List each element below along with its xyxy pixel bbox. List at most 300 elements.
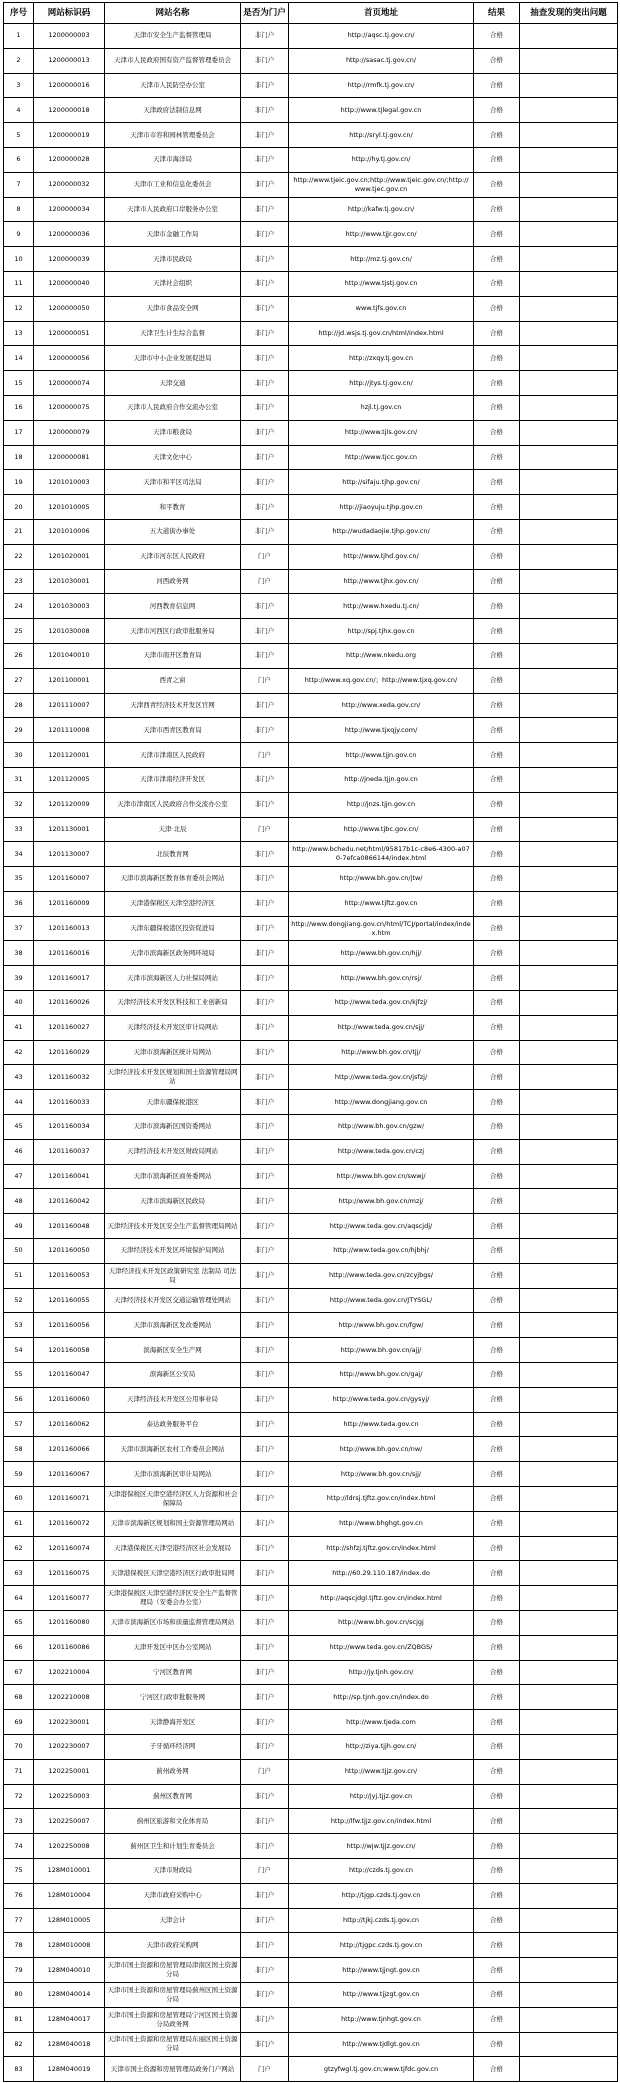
cell-issues-found: [520, 569, 618, 594]
cell-site-id: 128M040014: [34, 1982, 105, 2007]
table-row: [4, 1437, 618, 1462]
cell-site-id: 1200000003: [34, 24, 105, 49]
cell-site-name: 天津港保税区天津空港经济区人力资源和社会保障局: [105, 1487, 241, 1512]
table-row: [4, 1734, 618, 1759]
table-row: [4, 1784, 618, 1809]
cell-index: 63: [4, 1561, 34, 1586]
table-row: [4, 1611, 618, 1636]
cell-site-id: 1202250008: [34, 1834, 105, 1859]
cell-site-id: 1201160086: [34, 1635, 105, 1660]
cell-is-portal: 非门户: [241, 420, 289, 445]
cell-result: 合格: [474, 1536, 520, 1561]
table-row: [4, 544, 618, 569]
cell-site-name: 天津市南开区教育局: [105, 643, 241, 668]
cell-issues-found: [520, 1982, 618, 2007]
cell-result: 合格: [474, 569, 520, 594]
table-row: [4, 767, 618, 792]
cell-result: 合格: [474, 1363, 520, 1388]
cell-issues-found: [520, 445, 618, 470]
cell-site-id: 1201120005: [34, 767, 105, 792]
table-row: [4, 1982, 618, 2007]
cell-site-id: 1201160050: [34, 1239, 105, 1264]
cell-index: 22: [4, 544, 34, 569]
table-row: [4, 395, 618, 420]
cell-site-id: 1200000079: [34, 420, 105, 445]
cell-site-id: 1201130007: [34, 842, 105, 867]
cell-homepage-url: http://aqscjdgl.tjftz.gov.cn/index.html: [289, 1586, 474, 1611]
cell-issues-found: [520, 1685, 618, 1710]
cell-homepage-url: http://rmfk.tj.gov.cn/: [289, 73, 474, 98]
cell-site-id: 1200000081: [34, 445, 105, 470]
cell-index: 43: [4, 1065, 34, 1090]
cell-result: 合格: [474, 792, 520, 817]
cell-result: 合格: [474, 668, 520, 693]
cell-site-name: 天津市人民政府国有资产监督管理委员会: [105, 48, 241, 73]
cell-site-id: 1201010003: [34, 470, 105, 495]
table-row: [4, 1958, 618, 1983]
cell-is-portal: 门户: [241, 1858, 289, 1883]
table-row: [4, 1561, 618, 1586]
cell-site-name: 天津市海洋局: [105, 147, 241, 172]
cell-issues-found: [520, 619, 618, 644]
cell-homepage-url: http://www.dongjiang.gov.cn/html/TCJ/portal/index/index.htm: [289, 916, 474, 941]
cell-site-id: 1201120009: [34, 792, 105, 817]
cell-is-portal: 非门户: [241, 247, 289, 272]
cell-index: 82: [4, 2032, 34, 2057]
cell-homepage-url: http://www.bh.gov.cn/scjgj: [289, 1611, 474, 1636]
cell-issues-found: [520, 2057, 618, 2082]
cell-is-portal: 非门户: [241, 1586, 289, 1611]
cell-homepage-url: http://tjgpc.czds.tj.gov.cn: [289, 1933, 474, 1958]
table-row: [4, 1710, 618, 1735]
cell-issues-found: [520, 1065, 618, 1090]
cell-result: 合格: [474, 1809, 520, 1834]
cell-result: 合格: [474, 1586, 520, 1611]
table-row: [4, 420, 618, 445]
cell-issues-found: [520, 197, 618, 222]
cell-site-id: 1201110007: [34, 693, 105, 718]
cell-site-name: 天津市政府采购中心: [105, 1883, 241, 1908]
cell-result: 合格: [474, 395, 520, 420]
table-row: [4, 1858, 618, 1883]
cell-site-name: 天津市工业和信息化委员会: [105, 172, 241, 197]
cell-site-id: 128M010008: [34, 1933, 105, 1958]
cell-index: 57: [4, 1412, 34, 1437]
cell-index: 11: [4, 271, 34, 296]
cell-index: 60: [4, 1487, 34, 1512]
cell-issues-found: [520, 1115, 618, 1140]
table-row: [4, 48, 618, 73]
cell-index: 15: [4, 371, 34, 396]
cell-homepage-url: http://www.bh.gov.cn/ajj/: [289, 1338, 474, 1363]
header-homepage-url: 首页地址: [289, 3, 474, 24]
cell-site-name: 滨海新区安全生产网: [105, 1338, 241, 1363]
cell-index: 70: [4, 1734, 34, 1759]
cell-index: 59: [4, 1462, 34, 1487]
table-row: [4, 1040, 618, 1065]
cell-homepage-url: http://www.bh.gov.cn/sjj/: [289, 1462, 474, 1487]
cell-is-portal: 非门户: [241, 1065, 289, 1090]
table-header: [4, 3, 618, 24]
cell-homepage-url: http://www.tjbc.gov.cn/: [289, 817, 474, 842]
cell-homepage-url: http://www.tjjn.gov.cn: [289, 743, 474, 768]
cell-site-id: 1201120001: [34, 743, 105, 768]
cell-result: 合格: [474, 1734, 520, 1759]
cell-homepage-url: http://jyj.tjjz.gov.cn: [289, 1784, 474, 1809]
cell-index: 66: [4, 1635, 34, 1660]
cell-homepage-url: http://www.tjhd.gov.cn/: [289, 544, 474, 569]
cell-site-id: 1201130001: [34, 817, 105, 842]
cell-homepage-url: http://sasac.tj.gov.cn/: [289, 48, 474, 73]
table-row: [4, 222, 618, 247]
cell-index: 1: [4, 24, 34, 49]
cell-index: 7: [4, 172, 34, 197]
cell-site-id: 128M010004: [34, 1883, 105, 1908]
cell-result: 合格: [474, 1487, 520, 1512]
cell-site-id: 1200000032: [34, 172, 105, 197]
cell-is-portal: 非门户: [241, 1611, 289, 1636]
cell-site-id: 1201160027: [34, 1015, 105, 1040]
table-row: [4, 2007, 618, 2032]
cell-issues-found: [520, 1288, 618, 1313]
cell-site-id: 1201160026: [34, 991, 105, 1016]
cell-site-name: 蓟州区卫生和计划生育委员会: [105, 1834, 241, 1859]
cell-site-name: 天津市国土资源和房屋管理局津南区国土资源分局: [105, 1958, 241, 1983]
table-row: [4, 1090, 618, 1115]
cell-is-portal: 非门户: [241, 147, 289, 172]
cell-index: 61: [4, 1511, 34, 1536]
cell-site-id: 1200000039: [34, 247, 105, 272]
cell-site-name: 宁河区行政审批服务网: [105, 1685, 241, 1710]
cell-homepage-url: http://www.teda.gov.cn/kjfzj/: [289, 991, 474, 1016]
table-row: [4, 1462, 618, 1487]
cell-is-portal: 非门户: [241, 619, 289, 644]
cell-homepage-url: http://tjgp.czds.tj.gov.cn: [289, 1883, 474, 1908]
table-row: [4, 1239, 618, 1264]
cell-site-id: 1201160041: [34, 1164, 105, 1189]
cell-result: 合格: [474, 1759, 520, 1784]
cell-site-id: 128M040010: [34, 1958, 105, 1983]
cell-index: 45: [4, 1115, 34, 1140]
cell-homepage-url: http://ldrsj.tjftz.gov.cn/index.html: [289, 1487, 474, 1512]
cell-site-name: 宁河区教育网: [105, 1660, 241, 1685]
cell-is-portal: 非门户: [241, 1363, 289, 1388]
cell-index: 17: [4, 420, 34, 445]
cell-homepage-url: http://www.teda.gov.cn/JTYSGL/: [289, 1288, 474, 1313]
cell-homepage-url: http://www.tjhx.gov.cn/: [289, 569, 474, 594]
cell-is-portal: 非门户: [241, 98, 289, 123]
table-row: [4, 172, 618, 197]
cell-index: 53: [4, 1313, 34, 1338]
cell-homepage-url: http://tjkj.czds.tj.gov.cn: [289, 1908, 474, 1933]
cell-site-name: 天津市人民政府合作交流办公室: [105, 395, 241, 420]
cell-site-id: 1201160033: [34, 1090, 105, 1115]
cell-result: 合格: [474, 1660, 520, 1685]
cell-site-id: 1201160060: [34, 1387, 105, 1412]
cell-result: 合格: [474, 2007, 520, 2032]
cell-site-id: 1201160062: [34, 1412, 105, 1437]
cell-site-name: 天津市国土资源和房屋管理局政务门户网站: [105, 2057, 241, 2082]
cell-homepage-url: http://www.teda.gov.cn/czj: [289, 1139, 474, 1164]
cell-issues-found: [520, 98, 618, 123]
cell-result: 合格: [474, 767, 520, 792]
cell-index: 75: [4, 1858, 34, 1883]
cell-site-id: 1200000056: [34, 346, 105, 371]
cell-issues-found: [520, 1313, 618, 1338]
cell-result: 合格: [474, 941, 520, 966]
cell-result: 合格: [474, 48, 520, 73]
cell-issues-found: [520, 420, 618, 445]
cell-site-id: 1201160007: [34, 867, 105, 892]
cell-site-id: 1201160072: [34, 1511, 105, 1536]
cell-site-name: 天津市滨海新区人力社保局网站: [105, 966, 241, 991]
table-row: [4, 1139, 618, 1164]
cell-issues-found: [520, 296, 618, 321]
cell-site-name: 天津经济技术开发区财政局网站: [105, 1139, 241, 1164]
cell-site-name: 天津市滨海新区审计局网站: [105, 1462, 241, 1487]
table-row: [4, 1536, 618, 1561]
cell-homepage-url: http://spj.tjhx.gov.cn: [289, 619, 474, 644]
header-row: [4, 3, 618, 24]
cell-site-id: 1201100001: [34, 668, 105, 693]
cell-site-id: 1201160048: [34, 1214, 105, 1239]
cell-site-name: 天津市粮食局: [105, 420, 241, 445]
cell-result: 合格: [474, 1511, 520, 1536]
cell-homepage-url: http://hy.tj.gov.cn/: [289, 147, 474, 172]
cell-issues-found: [520, 1908, 618, 1933]
cell-index: 14: [4, 346, 34, 371]
cell-result: 合格: [474, 1462, 520, 1487]
cell-issues-found: [520, 1858, 618, 1883]
table-row: [4, 24, 618, 49]
cell-is-portal: 门户: [241, 2057, 289, 2082]
cell-index: 2: [4, 48, 34, 73]
cell-is-portal: 非门户: [241, 1511, 289, 1536]
cell-issues-found: [520, 123, 618, 148]
cell-is-portal: 非门户: [241, 172, 289, 197]
cell-homepage-url: http://www.tjcc.gov.cn: [289, 445, 474, 470]
cell-issues-found: [520, 1834, 618, 1859]
cell-issues-found: [520, 24, 618, 49]
cell-homepage-url: http://jiaoyuju.tjhp.gov.cn: [289, 495, 474, 520]
cell-index: 6: [4, 147, 34, 172]
cell-site-name: 天津市河东区人民政府: [105, 544, 241, 569]
table-row: [4, 1338, 618, 1363]
cell-site-name: 天津市民政局: [105, 247, 241, 272]
cell-site-name: 天津市滨海新区政务网环境局: [105, 941, 241, 966]
cell-site-name: 北辰教育网: [105, 842, 241, 867]
cell-is-portal: 非门户: [241, 1412, 289, 1437]
cell-result: 合格: [474, 1437, 520, 1462]
table-row: [4, 916, 618, 941]
cell-homepage-url: http://www.bhghgt.gov.cn: [289, 1511, 474, 1536]
cell-index: 71: [4, 1759, 34, 1784]
cell-index: 37: [4, 916, 34, 941]
cell-issues-found: [520, 991, 618, 1016]
cell-site-name: 天津社会组织: [105, 271, 241, 296]
cell-site-id: 1201040010: [34, 643, 105, 668]
cell-homepage-url: http://www.dongjiang.gov.cn: [289, 1090, 474, 1115]
table-row: [4, 321, 618, 346]
cell-site-id: 1202230001: [34, 1710, 105, 1735]
table-row: [4, 73, 618, 98]
header-site-id: 网站标识码: [34, 3, 105, 24]
cell-site-id: 1202210008: [34, 1685, 105, 1710]
cell-index: 76: [4, 1883, 34, 1908]
cell-index: 23: [4, 569, 34, 594]
header-site-name: 网站名称: [105, 3, 241, 24]
cell-is-portal: 非门户: [241, 1685, 289, 1710]
cell-site-name: 天津经济技术开发区政策研究室 法制局 司法局: [105, 1263, 241, 1288]
cell-is-portal: 非门户: [241, 1710, 289, 1735]
cell-homepage-url: http://lfw.tjjz.gov.cn/index.html: [289, 1809, 474, 1834]
cell-is-portal: 非门户: [241, 1487, 289, 1512]
cell-issues-found: [520, 1561, 618, 1586]
cell-index: 35: [4, 867, 34, 892]
cell-is-portal: 非门户: [241, 1139, 289, 1164]
cell-issues-found: [520, 1511, 618, 1536]
cell-issues-found: [520, 1015, 618, 1040]
cell-index: 81: [4, 2007, 34, 2032]
cell-is-portal: 非门户: [241, 1288, 289, 1313]
cell-homepage-url: http://www.bh.gov.cn/gaj/: [289, 1363, 474, 1388]
cell-result: 合格: [474, 222, 520, 247]
cell-site-id: 1201160034: [34, 1115, 105, 1140]
cell-site-id: 1201030001: [34, 569, 105, 594]
cell-result: 合格: [474, 172, 520, 197]
cell-site-id: 1200000034: [34, 197, 105, 222]
cell-site-name: 天津政府法制信息网: [105, 98, 241, 123]
table-row: [4, 1263, 618, 1288]
cell-homepage-url: http://www.tjjngt.gov.cn: [289, 1958, 474, 1983]
table-row: [4, 1635, 618, 1660]
cell-site-id: 1201160056: [34, 1313, 105, 1338]
cell-is-portal: 非门户: [241, 123, 289, 148]
cell-site-id: 1200000016: [34, 73, 105, 98]
cell-site-name: 天津市国土资源和房屋管理局宁河区国土资源分局政务网: [105, 2007, 241, 2032]
cell-issues-found: [520, 1239, 618, 1264]
cell-site-id: 1201160055: [34, 1288, 105, 1313]
cell-is-portal: 非门户: [241, 891, 289, 916]
cell-is-portal: 非门户: [241, 271, 289, 296]
cell-issues-found: [520, 73, 618, 98]
table-row: [4, 1933, 618, 1958]
cell-result: 合格: [474, 1239, 520, 1264]
cell-index: 79: [4, 1958, 34, 1983]
cell-result: 合格: [474, 817, 520, 842]
cell-site-name: 滨海新区公安局: [105, 1363, 241, 1388]
cell-is-portal: 非门户: [241, 1437, 289, 1462]
cell-site-id: 1201160053: [34, 1263, 105, 1288]
cell-is-portal: 非门户: [241, 1933, 289, 1958]
cell-issues-found: [520, 495, 618, 520]
cell-is-portal: 门户: [241, 817, 289, 842]
table-row: [4, 1487, 618, 1512]
cell-result: 合格: [474, 247, 520, 272]
cell-is-portal: 门户: [241, 1759, 289, 1784]
cell-is-portal: 非门户: [241, 1090, 289, 1115]
cell-site-name: 天津东疆保税港区: [105, 1090, 241, 1115]
cell-issues-found: [520, 743, 618, 768]
cell-issues-found: [520, 1090, 618, 1115]
cell-is-portal: 非门户: [241, 222, 289, 247]
cell-is-portal: 非门户: [241, 991, 289, 1016]
cell-index: 3: [4, 73, 34, 98]
cell-index: 62: [4, 1536, 34, 1561]
cell-result: 合格: [474, 73, 520, 98]
cell-homepage-url: http://www.bh.gov.cn/jtw/: [289, 867, 474, 892]
cell-site-name: 天津经济技术开发区环境保护局网站: [105, 1239, 241, 1264]
table-row: [4, 842, 618, 867]
cell-is-portal: 非门户: [241, 395, 289, 420]
cell-index: 19: [4, 470, 34, 495]
cell-site-name: 泰达政务服务平台: [105, 1412, 241, 1437]
cell-result: 合格: [474, 296, 520, 321]
cell-is-portal: 非门户: [241, 1834, 289, 1859]
cell-issues-found: [520, 1536, 618, 1561]
cell-issues-found: [520, 1437, 618, 1462]
cell-homepage-url: http://www.xq.gov.cn/；http://www.tjxq.gov.cn/: [289, 668, 474, 693]
cell-site-id: 1201160047: [34, 1363, 105, 1388]
cell-homepage-url: http://www.teda.gov.cn/aqscjdj/: [289, 1214, 474, 1239]
cell-issues-found: [520, 1189, 618, 1214]
header-issues-found: 抽查发现的突出问题: [520, 3, 618, 24]
cell-site-id: 1200000036: [34, 222, 105, 247]
table-row: [4, 619, 618, 644]
cell-site-name: 天津经济技术开发区公用事业局: [105, 1387, 241, 1412]
cell-issues-found: [520, 346, 618, 371]
cell-is-portal: 门户: [241, 569, 289, 594]
cell-site-id: 1201160013: [34, 916, 105, 941]
cell-homepage-url: http://www.bchedu.net/html/95817b1c-c8e6-4300-a070-7efca0866144/index.html: [289, 842, 474, 867]
cell-homepage-url: http://www.bh.gov.cn/hjj/: [289, 941, 474, 966]
cell-homepage-url: http://www.tjeda.com: [289, 1710, 474, 1735]
table-row: [4, 1759, 618, 1784]
cell-issues-found: [520, 2032, 618, 2057]
cell-homepage-url: http://aqsc.tj.gov.cn/: [289, 24, 474, 49]
cell-homepage-url: http://www.tjdlgt.gov.cn: [289, 2032, 474, 2057]
cell-result: 合格: [474, 1015, 520, 1040]
cell-homepage-url: http://wudadaojie.tjhp.gov.cn/: [289, 519, 474, 544]
cell-result: 合格: [474, 1065, 520, 1090]
cell-issues-found: [520, 1263, 618, 1288]
cell-is-portal: 非门户: [241, 2032, 289, 2057]
cell-site-name: 天津市滨海新区统计局网站: [105, 1040, 241, 1065]
table-row: [4, 1015, 618, 1040]
cell-is-portal: 非门户: [241, 197, 289, 222]
page: [3, 2, 617, 2082]
cell-homepage-url: http://www.bh.gov.cn/nw/: [289, 1437, 474, 1462]
cell-index: 4: [4, 98, 34, 123]
cell-site-id: 1200000018: [34, 98, 105, 123]
cell-site-name: 天津市政府采购网: [105, 1933, 241, 1958]
cell-homepage-url: www.tjfs.gov.cn: [289, 296, 474, 321]
cell-issues-found: [520, 693, 618, 718]
cell-issues-found: [520, 1710, 618, 1735]
cell-is-portal: 非门户: [241, 842, 289, 867]
cell-site-id: 1202250001: [34, 1759, 105, 1784]
cell-site-name: 天津市滨海新区市场和质量监督管理局网站: [105, 1611, 241, 1636]
cell-homepage-url: http://jneda.tjjn.gov.cn: [289, 767, 474, 792]
cell-homepage-url: http://www.teda.gov.cn: [289, 1412, 474, 1437]
cell-index: 26: [4, 643, 34, 668]
table-row: [4, 445, 618, 470]
cell-result: 合格: [474, 1263, 520, 1288]
cell-is-portal: 非门户: [241, 1982, 289, 2007]
cell-is-portal: 非门户: [241, 594, 289, 619]
cell-result: 合格: [474, 98, 520, 123]
cell-result: 合格: [474, 1214, 520, 1239]
